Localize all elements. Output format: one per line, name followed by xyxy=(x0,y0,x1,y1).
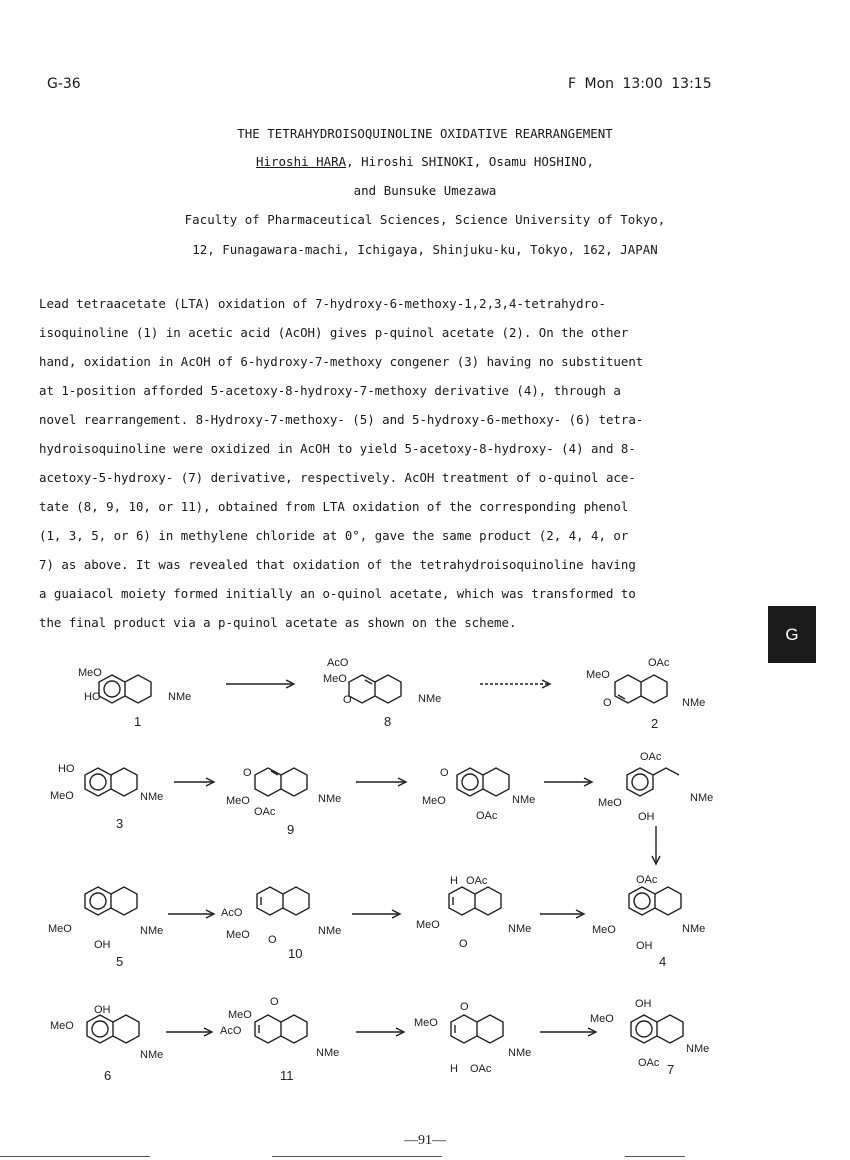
atom-label: NMe xyxy=(686,1043,710,1055)
structure-2 xyxy=(615,675,667,703)
structure-1 xyxy=(99,675,151,703)
atom-label: AcO xyxy=(327,657,349,669)
atom-label: H xyxy=(450,875,458,887)
atom-label: NMe xyxy=(682,923,706,935)
atom-label: NMe xyxy=(140,1049,164,1061)
paper-title: THE TETRAHYDROISOQUINOLINE OXIDATIVE REARRANGEMENT xyxy=(237,126,613,141)
co-authors: , Hiroshi SHINOKI, Osamu HOSHINO, xyxy=(346,154,594,169)
atom-label: MeO xyxy=(416,919,440,931)
atom-label: NMe xyxy=(316,1047,340,1059)
atom-label: NMe xyxy=(318,793,342,805)
abstract-line: a guaiacol moiety formed initially an o-quinol acetate, which was transformed to xyxy=(39,586,636,601)
atom-label: MeO xyxy=(414,1017,438,1029)
atom-label: MeO xyxy=(586,669,610,681)
abstract-line: novel rearrangement. 8-Hydroxy-7-methoxy- (5) and 5-hydroxy-6-methoxy- (6) tetra- xyxy=(39,412,644,427)
intermediate-b xyxy=(627,768,679,796)
structure-9 xyxy=(255,768,307,796)
compound-label: 5 xyxy=(116,954,124,969)
atom-label: NMe xyxy=(690,792,714,804)
atom-label: O xyxy=(243,767,252,779)
atom-label: NMe xyxy=(140,791,164,803)
compound-label: 1 xyxy=(134,714,142,729)
abstract-line: at 1-position afforded 5-acetoxy-8-hydroxy-7-methoxy derivative (4), through a xyxy=(39,383,621,398)
section-tab: G xyxy=(768,606,816,663)
structure-7 xyxy=(631,1015,683,1043)
atom-label: OH xyxy=(94,939,111,951)
atom-label: MeO xyxy=(50,790,74,802)
abstract-line: (1, 3, 5, or 6) in methylene chloride at 0°, gave the same product (2, 4, 4, or xyxy=(39,528,629,543)
atom-label: MeO xyxy=(592,924,616,936)
structure-6 xyxy=(87,1015,139,1043)
structure-11 xyxy=(255,1015,307,1043)
session-time: F Mon 13:00 13:15 xyxy=(568,76,712,92)
intermediate-a xyxy=(457,768,509,796)
atom-label: MeO xyxy=(590,1013,614,1025)
atom-label: OAc xyxy=(640,751,662,763)
atom-label: NMe xyxy=(168,691,192,703)
atom-label: OH xyxy=(636,940,653,952)
session-code: G-36 xyxy=(47,76,81,92)
compound-label: 10 xyxy=(288,946,303,961)
atom-label: MeO xyxy=(228,1009,252,1021)
abstract-line: 7) as above. It was revealed that oxidation of the tetrahydroisoquinoline having xyxy=(39,557,636,572)
atom-label: OAc xyxy=(254,806,276,818)
compound-label: 2 xyxy=(651,716,659,731)
atom-label: OAc xyxy=(470,1063,492,1075)
atom-label: OAc xyxy=(636,874,658,886)
atom-label: HO xyxy=(58,763,75,775)
atom-label: O xyxy=(459,938,468,950)
intermediate-c xyxy=(449,887,501,915)
abstract-line: the final product via a p-quinol acetate as shown on the scheme. xyxy=(39,615,517,630)
atom-label: NMe xyxy=(512,794,536,806)
abstract-line: Lead tetraacetate (LTA) oxidation of 7-hydroxy-6-methoxy-1,2,3,4-tetrahydro- xyxy=(39,296,606,311)
atom-label: MeO xyxy=(78,667,102,679)
atom-label: OAc xyxy=(638,1057,660,1069)
atom-label: MeO xyxy=(598,797,622,809)
structure-5 xyxy=(85,887,137,915)
atom-label: NMe xyxy=(318,925,342,937)
footer-rule xyxy=(625,1156,685,1157)
atom-label: NMe xyxy=(418,693,442,705)
atom-label: O xyxy=(440,767,449,779)
compound-label: 7 xyxy=(667,1062,675,1077)
atom-label: NMe xyxy=(508,1047,532,1059)
structure-4 xyxy=(629,887,681,915)
intermediate-d xyxy=(451,1015,503,1043)
atom-label: OAc xyxy=(476,810,498,822)
atom-label: OH xyxy=(638,811,655,823)
atom-label: OH xyxy=(94,1004,111,1016)
atom-label: MeO xyxy=(323,673,347,685)
atom-label: H xyxy=(450,1063,458,1075)
atom-label: O xyxy=(343,694,352,706)
structure-10 xyxy=(257,887,309,915)
address: 12, Funagawara-machi, Ichigaya, Shinjuku-ku, Tokyo, 162, JAPAN xyxy=(192,242,658,257)
footer-rule xyxy=(0,1156,150,1157)
atom-label: NMe xyxy=(682,697,706,709)
atom-label: O xyxy=(460,1001,469,1013)
atom-label: AcO xyxy=(220,1025,242,1037)
abstract-line: isoquinoline (1) in acetic acid (AcOH) gives p-quinol acetate (2). On the other xyxy=(39,325,629,340)
author-line xyxy=(0,154,850,169)
structure-8 xyxy=(349,675,401,703)
atom-label: NMe xyxy=(140,925,164,937)
abstract-line: tate (8, 9, 10, or 11), obtained from LTA oxidation of the corresponding phenol xyxy=(39,499,629,514)
compound-label: 8 xyxy=(384,714,392,729)
atom-label: OAc xyxy=(648,657,670,669)
reaction-scheme xyxy=(0,640,850,1090)
atom-label: OH xyxy=(635,998,652,1010)
structure-3 xyxy=(85,768,137,796)
atom-label: HO xyxy=(84,691,101,703)
atom-label: MeO xyxy=(422,795,446,807)
compound-label: 3 xyxy=(116,816,124,831)
atom-label: MeO xyxy=(50,1020,74,1032)
abstract-line: acetoxy-5-hydroxy- (7) derivative, respectively. AcOH treatment of o-quinol ace- xyxy=(39,470,636,485)
atom-label: MeO xyxy=(226,929,250,941)
presenting-author: Hiroshi HARA xyxy=(256,154,347,169)
footer-rule xyxy=(272,1156,442,1157)
atom-label: MeO xyxy=(226,795,250,807)
abstract-line: hand, oxidation in AcOH of 6-hydroxy-7-methoxy congener (3) having no substituent xyxy=(39,354,644,369)
atom-label: NMe xyxy=(508,923,532,935)
compound-label: 9 xyxy=(287,822,295,837)
atom-label: O xyxy=(603,697,612,709)
atom-label: O xyxy=(268,934,277,946)
atom-label: MeO xyxy=(48,923,72,935)
author-line-2: and Bunsuke Umezawa xyxy=(353,183,497,198)
atom-label: AcO xyxy=(221,907,243,919)
compound-label: 11 xyxy=(280,1068,294,1083)
atom-label: O xyxy=(270,996,279,1008)
affiliation: Faculty of Pharmaceutical Sciences, Science University of Tokyo, xyxy=(184,212,666,227)
page-number: —91— xyxy=(404,1133,446,1148)
compound-label: 4 xyxy=(659,954,667,969)
atom-label: OAc xyxy=(466,875,488,887)
abstract-line: hydroisoquinoline were oxidized in AcOH to yield 5-acetoxy-8-hydroxy- (4) and 8- xyxy=(39,441,636,456)
compound-label: 6 xyxy=(104,1068,112,1083)
